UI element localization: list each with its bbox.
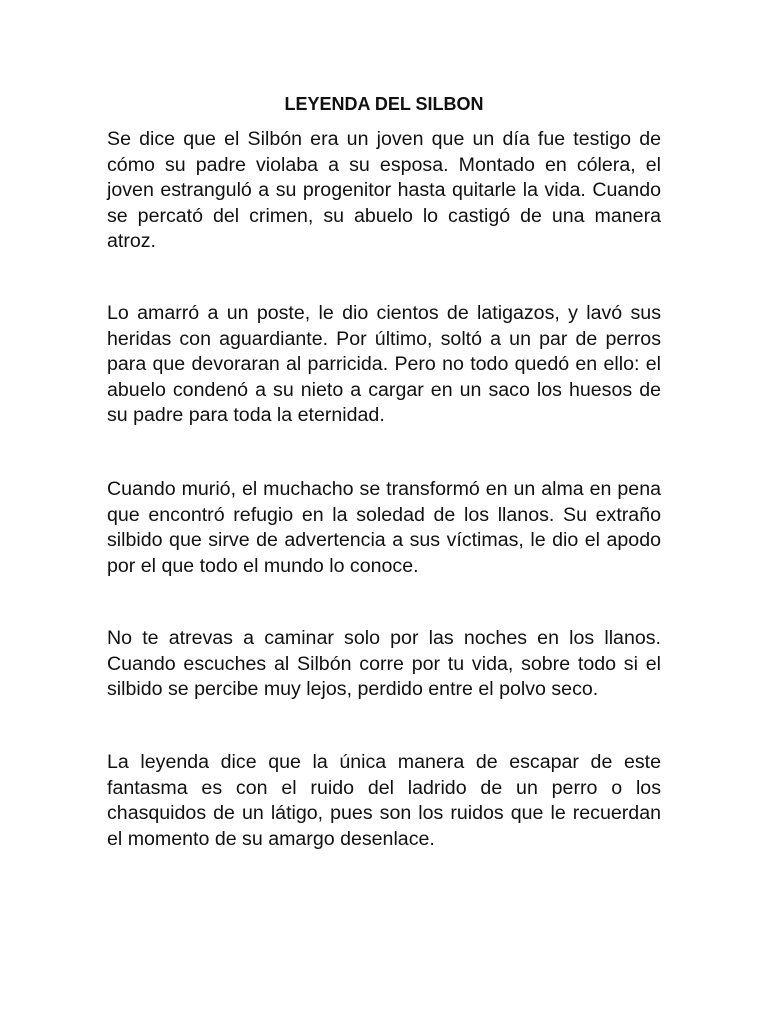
paragraph-4: No te atrevas a caminar solo por las noches en los llanos. Cuando escuches al Silbón corre por tu vida, sobre todo si el silbido se percibe muy lejos, perdido entre el polvo seco. bbox=[107, 627, 661, 701]
paragraph-2: Lo amarró a un poste, le dio cientos de latigazos, y lavó sus heridas con aguardiante. Por último, soltó a un par de perros para que devoraran al parricida. Pero no todo quedó en ello: el abuelo condenó a su nieto a cargar en un saco los huesos de su padre para toda la eternidad. bbox=[107, 302, 661, 427]
paragraph-1: Se dice que el Silbón era un joven que un día fue testigo de cómo su padre violaba a su esposa. Montado en cólera, el joven estranguló a su progenitor hasta quitarle la vida. Cuando se percató del crimen, su abuelo lo castigó de una manera atroz. bbox=[107, 128, 661, 253]
paragraph-5: La leyenda dice que la única manera de escapar de este fantasma es con el ruido del ladrido de un perro o los chasquidos de un látigo, pues son los ruidos que le recuerdan el momento de su amargo desenlace. bbox=[107, 751, 661, 850]
document-title: LEYENDA DEL SILBON bbox=[284, 94, 484, 114]
paragraph-3: Cuando murió, el muchacho se transformó en un alma en pena que encontró refugio en la soledad de los llanos. Su extraño silbido que sirve de advertencia a sus víctimas, le dio el apodo por el que todo el mundo lo conoce. bbox=[107, 478, 661, 577]
